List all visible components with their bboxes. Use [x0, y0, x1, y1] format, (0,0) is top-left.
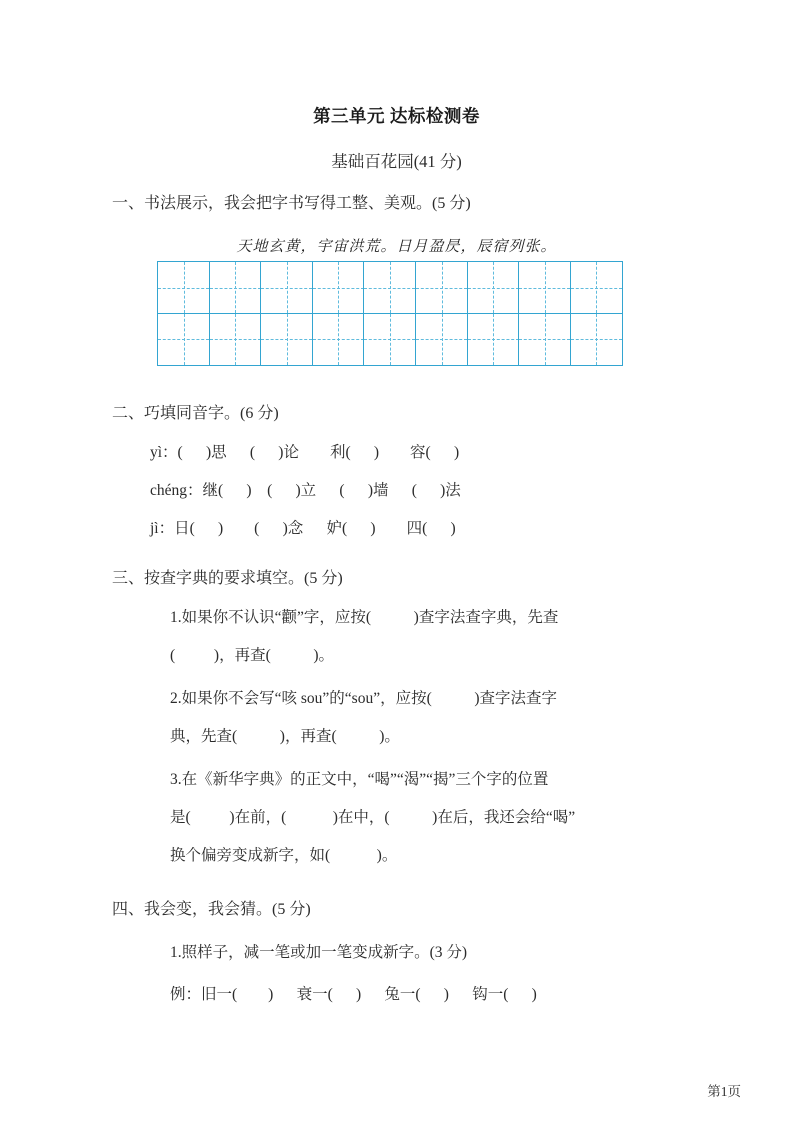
calligraphy-grid	[157, 261, 621, 366]
section-4-item-1: 1.照样子，减一笔或加一笔变成新字。(3 分)	[170, 944, 468, 961]
section-heading-2: 二、巧填同音字。(6 分)	[112, 405, 279, 422]
page-title: 第三单元 达标检测卷	[313, 106, 480, 126]
grid-cell[interactable]	[467, 261, 520, 314]
section-2-line-1[interactable]: yì：( )思 ( )论 利( ) 容( )	[150, 444, 460, 461]
grid-cell[interactable]	[363, 313, 416, 366]
grid-cell[interactable]	[209, 313, 262, 366]
grid-cell[interactable]	[157, 313, 210, 366]
grid-cell[interactable]	[518, 261, 571, 314]
grid-cell[interactable]	[312, 313, 365, 366]
grid-cell[interactable]	[260, 313, 313, 366]
grid-cell[interactable]	[518, 313, 571, 366]
section-2-line-2[interactable]: chéng：继( ) ( )立 ( )墙 ( )法	[150, 482, 461, 499]
section-3-item-2-line-2[interactable]: 典，先查( )，再查( )。	[170, 728, 400, 745]
grid-cell[interactable]	[260, 261, 313, 314]
grid-cell[interactable]	[312, 261, 365, 314]
section-3-item-3-line-2[interactable]: 是( )在前，( )在中，( )在后，我还会给“喝”	[170, 809, 576, 826]
grid-cell[interactable]	[415, 261, 468, 314]
grid-cell[interactable]	[570, 313, 623, 366]
section-heading-4: 四、我会变，我会猜。(5 分)	[112, 901, 311, 918]
grid-cell[interactable]	[209, 261, 262, 314]
page-number: 第1页	[707, 1084, 741, 1099]
grid-cell[interactable]	[415, 313, 468, 366]
grid-row	[157, 261, 621, 314]
section-3-item-1-line-1[interactable]: 1.如果你不认识“颧”字，应按( )查字法查字典，先查	[170, 609, 559, 626]
calligraphy-model-sentence: 天地玄黄，宇宙洪荒。日月盈昃，辰宿列张。	[236, 239, 557, 255]
grid-cell[interactable]	[363, 261, 416, 314]
section-heading-3: 三、按查字典的要求填空。(5 分)	[112, 570, 343, 587]
section-3-item-2-line-1[interactable]: 2.如果你不会写“咳 sou”的“sou”，应按( )查字法查字	[170, 690, 558, 707]
grid-row	[157, 314, 621, 366]
grid-cell[interactable]	[467, 313, 520, 366]
grid-cell[interactable]	[157, 261, 210, 314]
section-3-item-3-line-1[interactable]: 3.在《新华字典》的正文中，“喝”“渴”“揭”三个字的位置	[170, 771, 549, 788]
section-3-item-1-line-2[interactable]: ( )，再查( )。	[170, 647, 335, 664]
section-3-item-3-line-3[interactable]: 换个偏旁变成新字，如( )。	[170, 847, 398, 864]
grid-cell[interactable]	[570, 261, 623, 314]
page-subtitle: 基础百花园(41 分)	[331, 152, 462, 171]
section-heading-1: 一、书法展示，我会把字书写得工整、美观。(5 分)	[112, 195, 471, 212]
section-2-line-3[interactable]: jì：日( ) ( )念 妒( ) 四( )	[150, 520, 456, 537]
section-4-example-line[interactable]: 例：旧一( ) 衰一( ) 兔一( ) 钩一( )	[170, 986, 537, 1003]
